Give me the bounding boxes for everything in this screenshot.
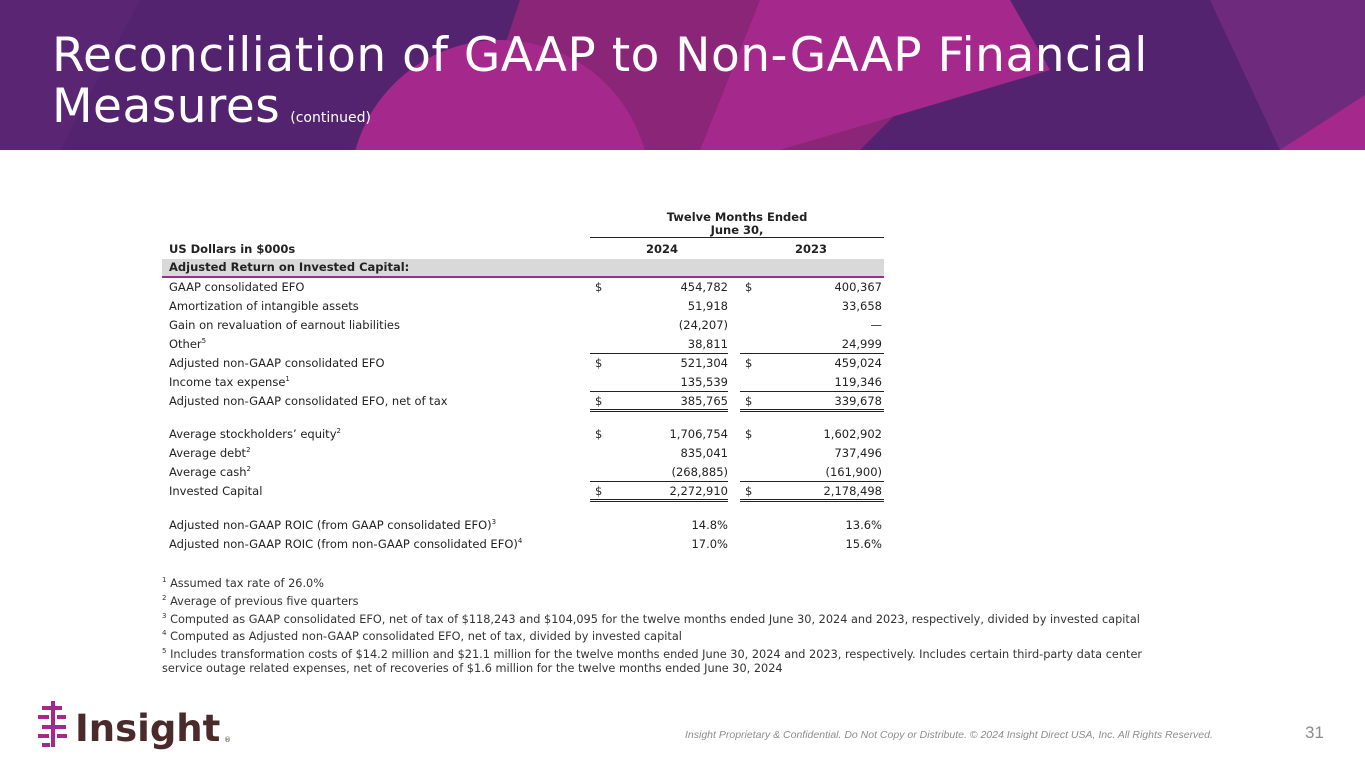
row-label-text: GAAP consolidated EFO <box>169 280 305 294</box>
footnote-ref: 2 <box>336 427 341 436</box>
footnote <box>162 644 1222 662</box>
column-header-2024: 2024 <box>646 242 679 256</box>
value-2023: 15.6% <box>845 537 882 551</box>
currency-2024: $ <box>595 280 603 294</box>
table-row <box>162 462 884 481</box>
page-number: 31 <box>1305 723 1324 742</box>
row-label <box>169 537 522 551</box>
row-label <box>169 356 385 370</box>
value-2023: 119,346 <box>834 375 882 389</box>
value-2023: 2,178,498 <box>823 484 882 498</box>
column-header-2023: 2023 <box>795 242 828 256</box>
rule-2024 <box>590 481 728 482</box>
rule-2023 <box>740 391 884 392</box>
table-row <box>162 424 884 443</box>
footnote-text: Computed as Adjusted non-GAAP consolidated EFO, net of tax, divided by invested capital <box>170 630 682 644</box>
currency-2023: $ <box>745 484 753 498</box>
insight-logo <box>38 701 238 755</box>
footnote-text: Includes transformation costs of $14.2 million and $21.1 million for the twelve months ended June 30, 2024 and 2023, respectively. Includes certain third-party data center <box>170 647 1143 661</box>
table-row <box>162 534 884 553</box>
rule-2024 <box>590 391 728 392</box>
footnote-number: 5 <box>162 647 167 656</box>
period-header-rule <box>590 237 884 238</box>
footnote-text: Computed as GAAP consolidated EFO, net of tax of $118,243 and $104,095 for the twelve months ended June 30, 2024 and 2023, respectively, divided by invested capital <box>170 612 1140 626</box>
footnote <box>162 573 1222 591</box>
footnote-number: 3 <box>162 611 167 620</box>
footnote-text: service outage related expenses, net of recoveries of $1.6 million for the twelve months ended June 30, 2024 <box>162 661 783 675</box>
footnote-number: 4 <box>162 629 167 638</box>
row-label-text: Average stockholders’ equity <box>169 427 337 441</box>
row-label <box>169 375 290 389</box>
row-label-text: Invested Capital <box>169 484 263 498</box>
footnote-ref: 4 <box>517 537 523 546</box>
footnote-ref: 2 <box>246 446 251 455</box>
row-label <box>169 394 448 408</box>
rule-2024 <box>590 499 728 502</box>
value-2024: 521,304 <box>680 356 728 370</box>
section-title: Adjusted Return on Invested Capital: <box>169 260 410 274</box>
value-2023: 400,367 <box>834 280 882 294</box>
footnote <box>162 591 1222 609</box>
footnote <box>162 609 1222 627</box>
footnote-ref: 1 <box>285 375 290 384</box>
footnote-text: Average of previous five quarters <box>170 594 359 608</box>
row-label <box>169 427 341 441</box>
value-2023: 13.6% <box>845 518 882 532</box>
value-2024: 17.0% <box>691 537 728 551</box>
table-row <box>162 481 884 500</box>
row-label-text: Adjusted non-GAAP consolidated EFO <box>169 356 385 370</box>
value-2024: (24,207) <box>678 318 728 332</box>
currency-2024: $ <box>595 427 603 441</box>
row-label-text: Adjusted non-GAAP ROIC (from non-GAAP consolidated EFO) <box>169 537 518 551</box>
value-2023: — <box>870 318 882 332</box>
row-label <box>169 337 206 351</box>
table-row <box>162 353 884 372</box>
table-row <box>162 391 884 410</box>
title-line-1: Reconciliation of GAAP to Non-GAAP Financial <box>52 28 1148 83</box>
currency-2023: $ <box>745 280 753 294</box>
value-2023: 24,999 <box>841 337 882 351</box>
value-2023: 737,496 <box>834 446 882 460</box>
value-2023: 459,024 <box>834 356 882 370</box>
row-label <box>169 465 251 479</box>
footnote <box>162 626 1222 644</box>
value-2024: 385,765 <box>680 394 728 408</box>
value-2023: 33,658 <box>841 299 882 313</box>
rule-2024 <box>590 409 728 412</box>
value-2023: 339,678 <box>834 394 882 408</box>
row-label-text: Income tax expense <box>169 375 286 389</box>
column-header-row <box>162 240 884 260</box>
unit-label: US Dollars in $000s <box>169 242 296 256</box>
row-label-text: Adjusted non-GAAP ROIC (from GAAP consolidated EFO) <box>169 518 492 532</box>
row-label-text: Gain on revaluation of earnout liabilities <box>169 318 400 332</box>
rule-2023 <box>740 353 884 354</box>
row-label <box>169 518 496 532</box>
period-header-line2: June 30, <box>710 223 764 237</box>
value-2024: 14.8% <box>691 518 728 532</box>
logo-icon <box>38 701 67 747</box>
svg-text:®: ® <box>224 736 231 744</box>
footnote-ref: 3 <box>491 518 497 527</box>
footnotes <box>162 573 1222 676</box>
value-2024: 2,272,910 <box>669 484 728 498</box>
row-label <box>169 484 262 498</box>
value-2024: 135,539 <box>680 375 728 389</box>
footnote-number: 1 <box>162 576 167 584</box>
table-row <box>162 315 884 334</box>
table-row <box>162 515 884 534</box>
table-row <box>162 277 884 296</box>
period-header <box>590 211 884 237</box>
table-row <box>162 334 884 353</box>
footnote-ref: 5 <box>201 337 207 346</box>
currency-2024: $ <box>595 394 603 408</box>
footnote <box>162 662 1222 676</box>
row-label-text: Adjusted non-GAAP consolidated EFO, net of tax <box>169 394 448 408</box>
confidential-notice: Insight Proprietary & Confidential. Do Not Copy or Distribute. © 2024 Insight Direct USA, Inc. All Rights Reserved. <box>685 729 1213 741</box>
currency-2024: $ <box>595 484 603 498</box>
currency-2024: $ <box>595 356 603 370</box>
title-line-2 <box>52 81 1148 144</box>
value-2024: 454,782 <box>680 280 728 294</box>
value-2023: (161,900) <box>825 465 882 479</box>
row-label <box>169 299 359 313</box>
row-label-text: Amortization of intangible assets <box>169 299 359 313</box>
row-label-text: Average debt <box>169 446 247 460</box>
title-line-2-text: Measures <box>52 79 281 134</box>
value-2023: 1,602,902 <box>823 427 882 441</box>
footnote-number: 2 <box>162 593 167 602</box>
table-row <box>162 443 884 462</box>
footnote-ref: 2 <box>246 465 251 474</box>
page-title <box>52 30 1148 144</box>
insight-logo-mark <box>38 701 238 751</box>
value-2024: 835,041 <box>680 446 728 460</box>
section-header <box>162 259 884 278</box>
row-label <box>169 318 400 332</box>
header-banner <box>0 0 1365 150</box>
currency-2023: $ <box>745 427 753 441</box>
row-label-text: Other <box>169 337 202 351</box>
table-row <box>162 372 884 391</box>
value-2024: (268,885) <box>671 465 728 479</box>
footnote-text: Assumed tax rate of 26.0% <box>170 576 324 590</box>
currency-2023: $ <box>745 394 753 408</box>
rule-2023 <box>740 481 884 482</box>
period-header-line1: Twelve Months Ended <box>666 210 808 224</box>
value-2024: 51,918 <box>687 299 728 313</box>
value-2024: 1,706,754 <box>669 427 728 441</box>
row-label-text: Average cash <box>169 465 247 479</box>
rule-2024 <box>590 353 728 354</box>
title-subtitle: (continued) <box>290 110 371 126</box>
row-label <box>169 280 304 294</box>
currency-2023: $ <box>745 356 753 370</box>
value-2024: 38,811 <box>687 337 728 351</box>
rule-2023 <box>740 409 884 412</box>
table-row <box>162 296 884 315</box>
logo-wordmark: Insight <box>75 707 221 750</box>
row-label <box>169 446 251 460</box>
rule-2023 <box>740 499 884 502</box>
